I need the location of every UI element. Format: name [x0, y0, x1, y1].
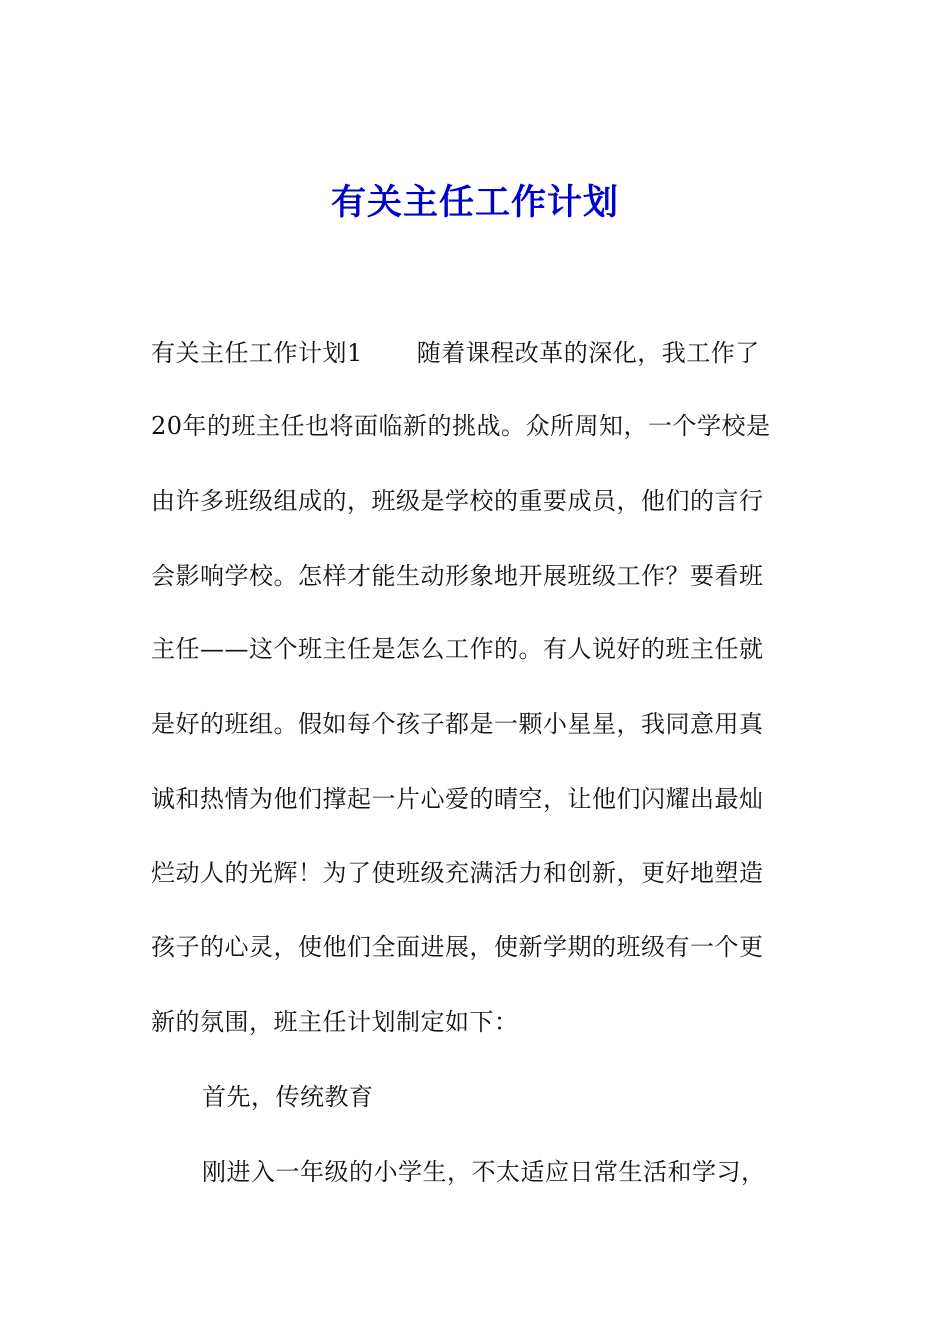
- paragraph-line-4: 会影响学校。怎样才能生动形象地开展班级工作？要看班: [151, 562, 764, 590]
- paragraph-line-10: 新的氛围，班主任计划制定如下：: [151, 1008, 519, 1036]
- paragraph-line-8: 烂动人的光辉！为了使班级充满活力和创新，更好地塑造: [151, 859, 764, 887]
- section-heading: 首先，传统教育: [202, 1083, 374, 1111]
- paragraph-line-6: 是好的班组。假如每个孩子都是一颗小星星，我同意用真: [151, 710, 764, 738]
- body-text: 随着课程改革的深化，我工作了: [416, 339, 760, 367]
- paragraph-line-9: 孩子的心灵，使他们全面进展，使新学期的班级有一个更: [151, 933, 764, 961]
- paragraph-start: 刚进入一年级的小学生，不太适应日常生活和学习，: [202, 1158, 766, 1186]
- paragraph-line-1: [151, 337, 831, 369]
- paragraph-line-7: 诚和热情为他们撑起一片心爱的晴空，让他们闪耀出最灿: [151, 785, 764, 813]
- paragraph-line-5: 主任——这个班主任是怎么工作的。有人说好的班主任就: [151, 635, 764, 663]
- inline-heading: 有关主任工作计划1: [151, 339, 363, 367]
- paragraph-line-2: 20年的班主任也将面临新的挑战。众所周知，一个学校是: [151, 412, 771, 440]
- document-title: 有关主任工作计划: [330, 182, 619, 223]
- paragraph-line-3: 由许多班级组成的，班级是学校的重要成员，他们的言行: [151, 487, 764, 515]
